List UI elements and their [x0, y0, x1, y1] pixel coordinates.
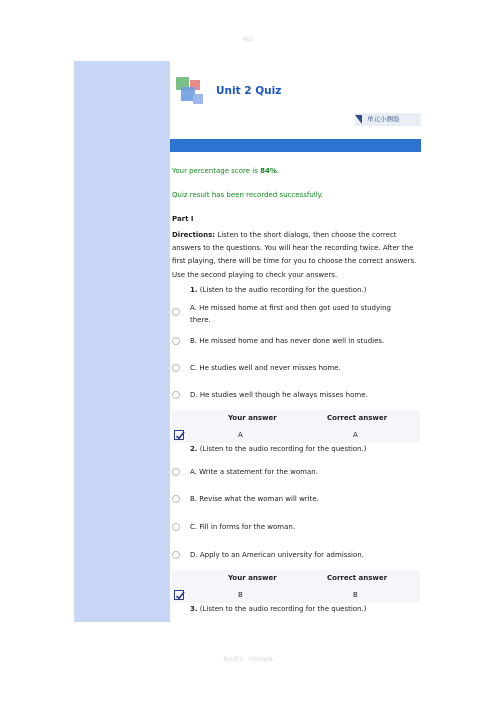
checkmark-icon	[174, 430, 184, 440]
answer-result-table	[172, 570, 420, 603]
answer-result-table	[172, 410, 420, 443]
radio-button[interactable]	[172, 337, 180, 345]
radio-button[interactable]	[172, 495, 180, 503]
score-suffix: .	[276, 167, 280, 175]
radio-button[interactable]	[172, 391, 180, 399]
option-label: A. Write a statement for the woman.	[190, 468, 318, 476]
header-divider-bar	[170, 139, 421, 152]
section-tag-label: 单元小测验	[367, 115, 400, 123]
directions-text	[172, 229, 420, 282]
correct-answer-value: B	[353, 591, 358, 599]
score-prefix: Your percentage score is	[172, 167, 261, 175]
option-label: C. He studies well and never misses home.	[190, 364, 341, 372]
score-line	[172, 167, 279, 175]
quiz-logo-icon	[176, 77, 204, 105]
question-number: 2.	[190, 445, 198, 453]
radio-button[interactable]	[172, 523, 180, 531]
option-label: D. Apply to an American university for admission.	[190, 551, 364, 559]
page-footer-watermark: 精品教学 · 可修改编辑	[223, 657, 273, 663]
radio-button[interactable]	[172, 551, 180, 559]
correct-answer-header: Correct answer	[327, 574, 388, 582]
checkmark-icon	[174, 590, 184, 600]
correct-answer-header: Correct answer	[327, 414, 388, 422]
question-prompt	[190, 605, 366, 613]
your-answer-header: Your answer	[228, 414, 277, 422]
quiz-title: Unit 2 Quiz	[216, 85, 282, 97]
page-header-watermark: 精品	[242, 37, 253, 43]
option-label: B. Revise what the woman will write.	[190, 495, 319, 503]
option-label: B. He missed home and has never done well in studies.	[190, 337, 385, 345]
radio-button[interactable]	[172, 364, 180, 372]
option-label: A. He missed home at first and then got used to studying there.	[190, 304, 391, 324]
question-prompt	[190, 445, 366, 453]
your-answer-value: A	[238, 431, 243, 439]
directions-label: Directions:	[172, 231, 216, 239]
your-answer-header: Your answer	[228, 574, 277, 582]
score-value: 84%	[260, 167, 277, 175]
radio-button[interactable]	[172, 308, 180, 316]
option-label: C. Fill in forms for the woman.	[190, 523, 296, 531]
flag-icon	[355, 115, 362, 124]
directions-body: Listen to the short dialogs, then choose the correct answers to the questions. You will hear the recording twice. After the first playing, there will be time for you to choose the correct answers. Use the second playing to check your answers.	[172, 231, 417, 279]
section-tag	[355, 113, 421, 126]
recorded-message: Quiz result has been recorded successfully.	[172, 191, 324, 199]
question-number: 3.	[190, 605, 198, 613]
correct-answer-value: A	[353, 431, 358, 439]
option-label: D. He studies well though he always misses home.	[190, 391, 368, 399]
question-text: (Listen to the audio recording for the question.)	[197, 605, 367, 613]
radio-button[interactable]	[172, 468, 180, 476]
question-text: (Listen to the audio recording for the question.)	[197, 286, 367, 294]
part-heading: Part I	[172, 215, 194, 223]
question-number: 1.	[190, 286, 198, 294]
your-answer-value: B	[238, 591, 243, 599]
question-prompt	[190, 286, 366, 294]
question-text: (Listen to the audio recording for the question.)	[197, 445, 367, 453]
left-sidebar-panel	[74, 61, 170, 622]
